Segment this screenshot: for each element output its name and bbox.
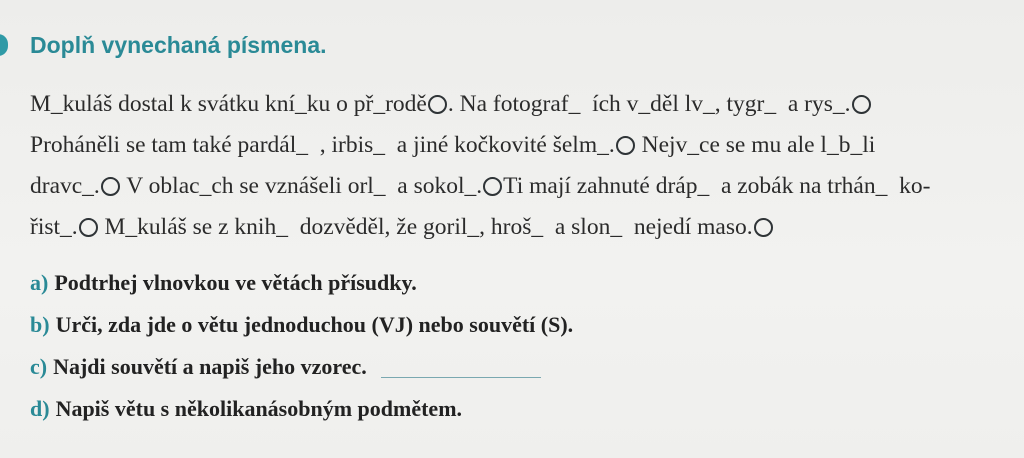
answer-circle[interactable]	[428, 95, 447, 114]
exercise-line	[30, 84, 1024, 125]
task-c	[30, 346, 573, 388]
task-text: Podtrhej vlnovkou ve větách přísudky.	[54, 270, 417, 295]
answer-circle[interactable]	[79, 218, 98, 237]
answer-circle[interactable]	[852, 95, 871, 114]
task-a	[30, 262, 573, 304]
sentence-text: M_kuláš se z knih_ dozvěděl, že goril_, hroš_ a slon_ nejedí maso.	[98, 214, 753, 240]
task-letter: a)	[30, 270, 49, 295]
exercise-line	[30, 207, 1024, 248]
task-letter: d)	[30, 396, 50, 421]
task-text: Napiš větu s několikanásobným podmětem.	[55, 396, 463, 421]
answer-circle[interactable]	[616, 136, 635, 155]
answer-circle[interactable]	[754, 218, 773, 237]
sentence-text: Nejv_ce se mu ale l_b_li	[635, 132, 876, 158]
exercise-heading: Doplň vynechaná písmena.	[30, 32, 327, 58]
task-text: Najdi souvětí a napiš jeho vzorec.	[53, 354, 367, 379]
exercise-text	[30, 84, 1024, 248]
sentence-text: řist_.	[30, 214, 78, 240]
sentence-text: . Na fotograf_ ích v_děl lv_, tygr_ a rys_.	[447, 91, 851, 117]
sentence-text: V oblac_ch se vznášeli orl_ a sokol_.	[120, 173, 483, 199]
task-letter: b)	[30, 312, 50, 337]
sentence-text: M_kuláš dostal k svátku kní_ku o př_rodě	[30, 91, 427, 117]
sentence-text: Ti mají zahnuté dráp_ a zobák na trhán_ ko-	[503, 173, 931, 199]
sentence-text: Proháněli se tam také pardál_ , irbis_ a jiné kočkovité šelm_.	[30, 132, 615, 158]
task-b	[30, 304, 573, 346]
answer-circle[interactable]	[483, 177, 502, 196]
answer-circle[interactable]	[101, 177, 120, 196]
task-letter: c)	[30, 354, 48, 379]
exercise-line	[30, 166, 1024, 207]
answer-line[interactable]	[381, 377, 541, 378]
task-text: Urči, zda jde o větu jednoduchou (VJ) nebo souvětí (S).	[55, 312, 574, 337]
sentence-text: dravc_.	[30, 173, 100, 199]
exercise-marker	[0, 34, 8, 56]
task-list	[30, 262, 573, 430]
task-d	[30, 388, 573, 430]
exercise-line	[30, 125, 1024, 166]
